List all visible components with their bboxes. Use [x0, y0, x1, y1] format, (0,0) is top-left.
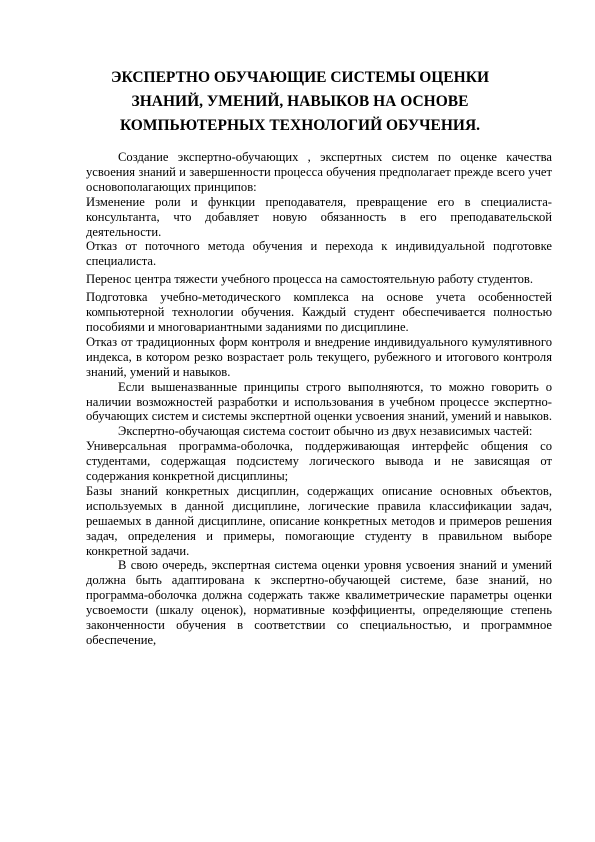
document-body — [86, 150, 552, 648]
paragraph-principle-3: Перенос центра тяжести учебного процесса на самостоятельную работу студентов. — [86, 272, 533, 287]
document-title — [60, 66, 540, 138]
paragraph-part-1: Универсальная программа-оболочка, поддерживающая интерфейс общения со студентами, содержащая подсистему логического вывода и не зависящая от содержания конкретной дисциплины; — [86, 439, 552, 484]
paragraph-evaluation-system: В свою очередь, экспертная система оценки уровня усвоения знаний и умений должна быть адаптирована к экспертно-обучающей системе, базе знаний, но программа-оболочка должна содержать также квалиметрические параметры оценки усвоемости (шкалу оценок), нормативные коэффициенты, определяющие степень законченности обучения в соответствии со специальностью, и программное обеспечение, — [86, 558, 552, 647]
title-line-2: ЗНАНИЙ, УМЕНИЙ, НАВЫКОВ НА ОСНОВЕ — [131, 93, 469, 110]
paragraph-part-2: Базы знаний конкретных дисциплин, содержащих описание основных объектов, используемых в данной дисциплине, логические правила классификации задач, решаемых в данной дисциплине, описание конкретных методов и примеров решения задач, определения и примеры, помогающие студенту в правильном выборе конкретной задачи. — [86, 483, 552, 558]
paragraph-conclusion: Если вышеназванные принципы строго выполняются, то можно говорить о наличии возможностей разработки и использования в учебном процессе экспертно-обучающих систем и системы экспертной оценки усвоения знаний, умений и навыков. — [86, 379, 552, 424]
paragraph-principle-5: Отказ от традиционных форм контроля и внедрение индивидуального кумулятивного индекса, в котором резко возрастает роль текущего, рубежного и итогового контроля знаний, умений и навыков. — [86, 334, 552, 379]
paragraph-intro: Создание экспертно-обучающих , экспертных систем по оценке качества усвоения знаний и завершенности процесса обучения предполагает прежде всего учет основополагающих принципов: — [86, 150, 552, 194]
paragraph-system-parts: Экспертно-обучающая система состоит обычно из двух независимых частей: — [118, 424, 533, 439]
title-line-3: КОМПЬЮТЕРНЫХ ТЕХНОЛОГИЙ ОБУЧЕНИЯ. — [119, 117, 481, 134]
title-line-1: ЭКСПЕРТНО ОБУЧАЮЩИЕ СИСТЕМЫ ОЦЕНКИ — [110, 69, 490, 86]
paragraph-principle-4: Подготовка учебно-методического комплекса на основе учета особенностей компьютерной технологии обучения. Каждый студент обеспечивается полностью пособиями и многовариантными заданиями по дисциплине. — [86, 290, 552, 334]
paragraph-principle-2: Отказ от поточного метода обучения и перехода к индивидуальной подготовке специалиста. — [86, 239, 552, 269]
paragraph-principle-1: Изменение роли и функции преподавателя, превращение его в специалиста-консультанта, что добавляет новую обязанность в его преподавательской деятельности. — [86, 194, 552, 239]
